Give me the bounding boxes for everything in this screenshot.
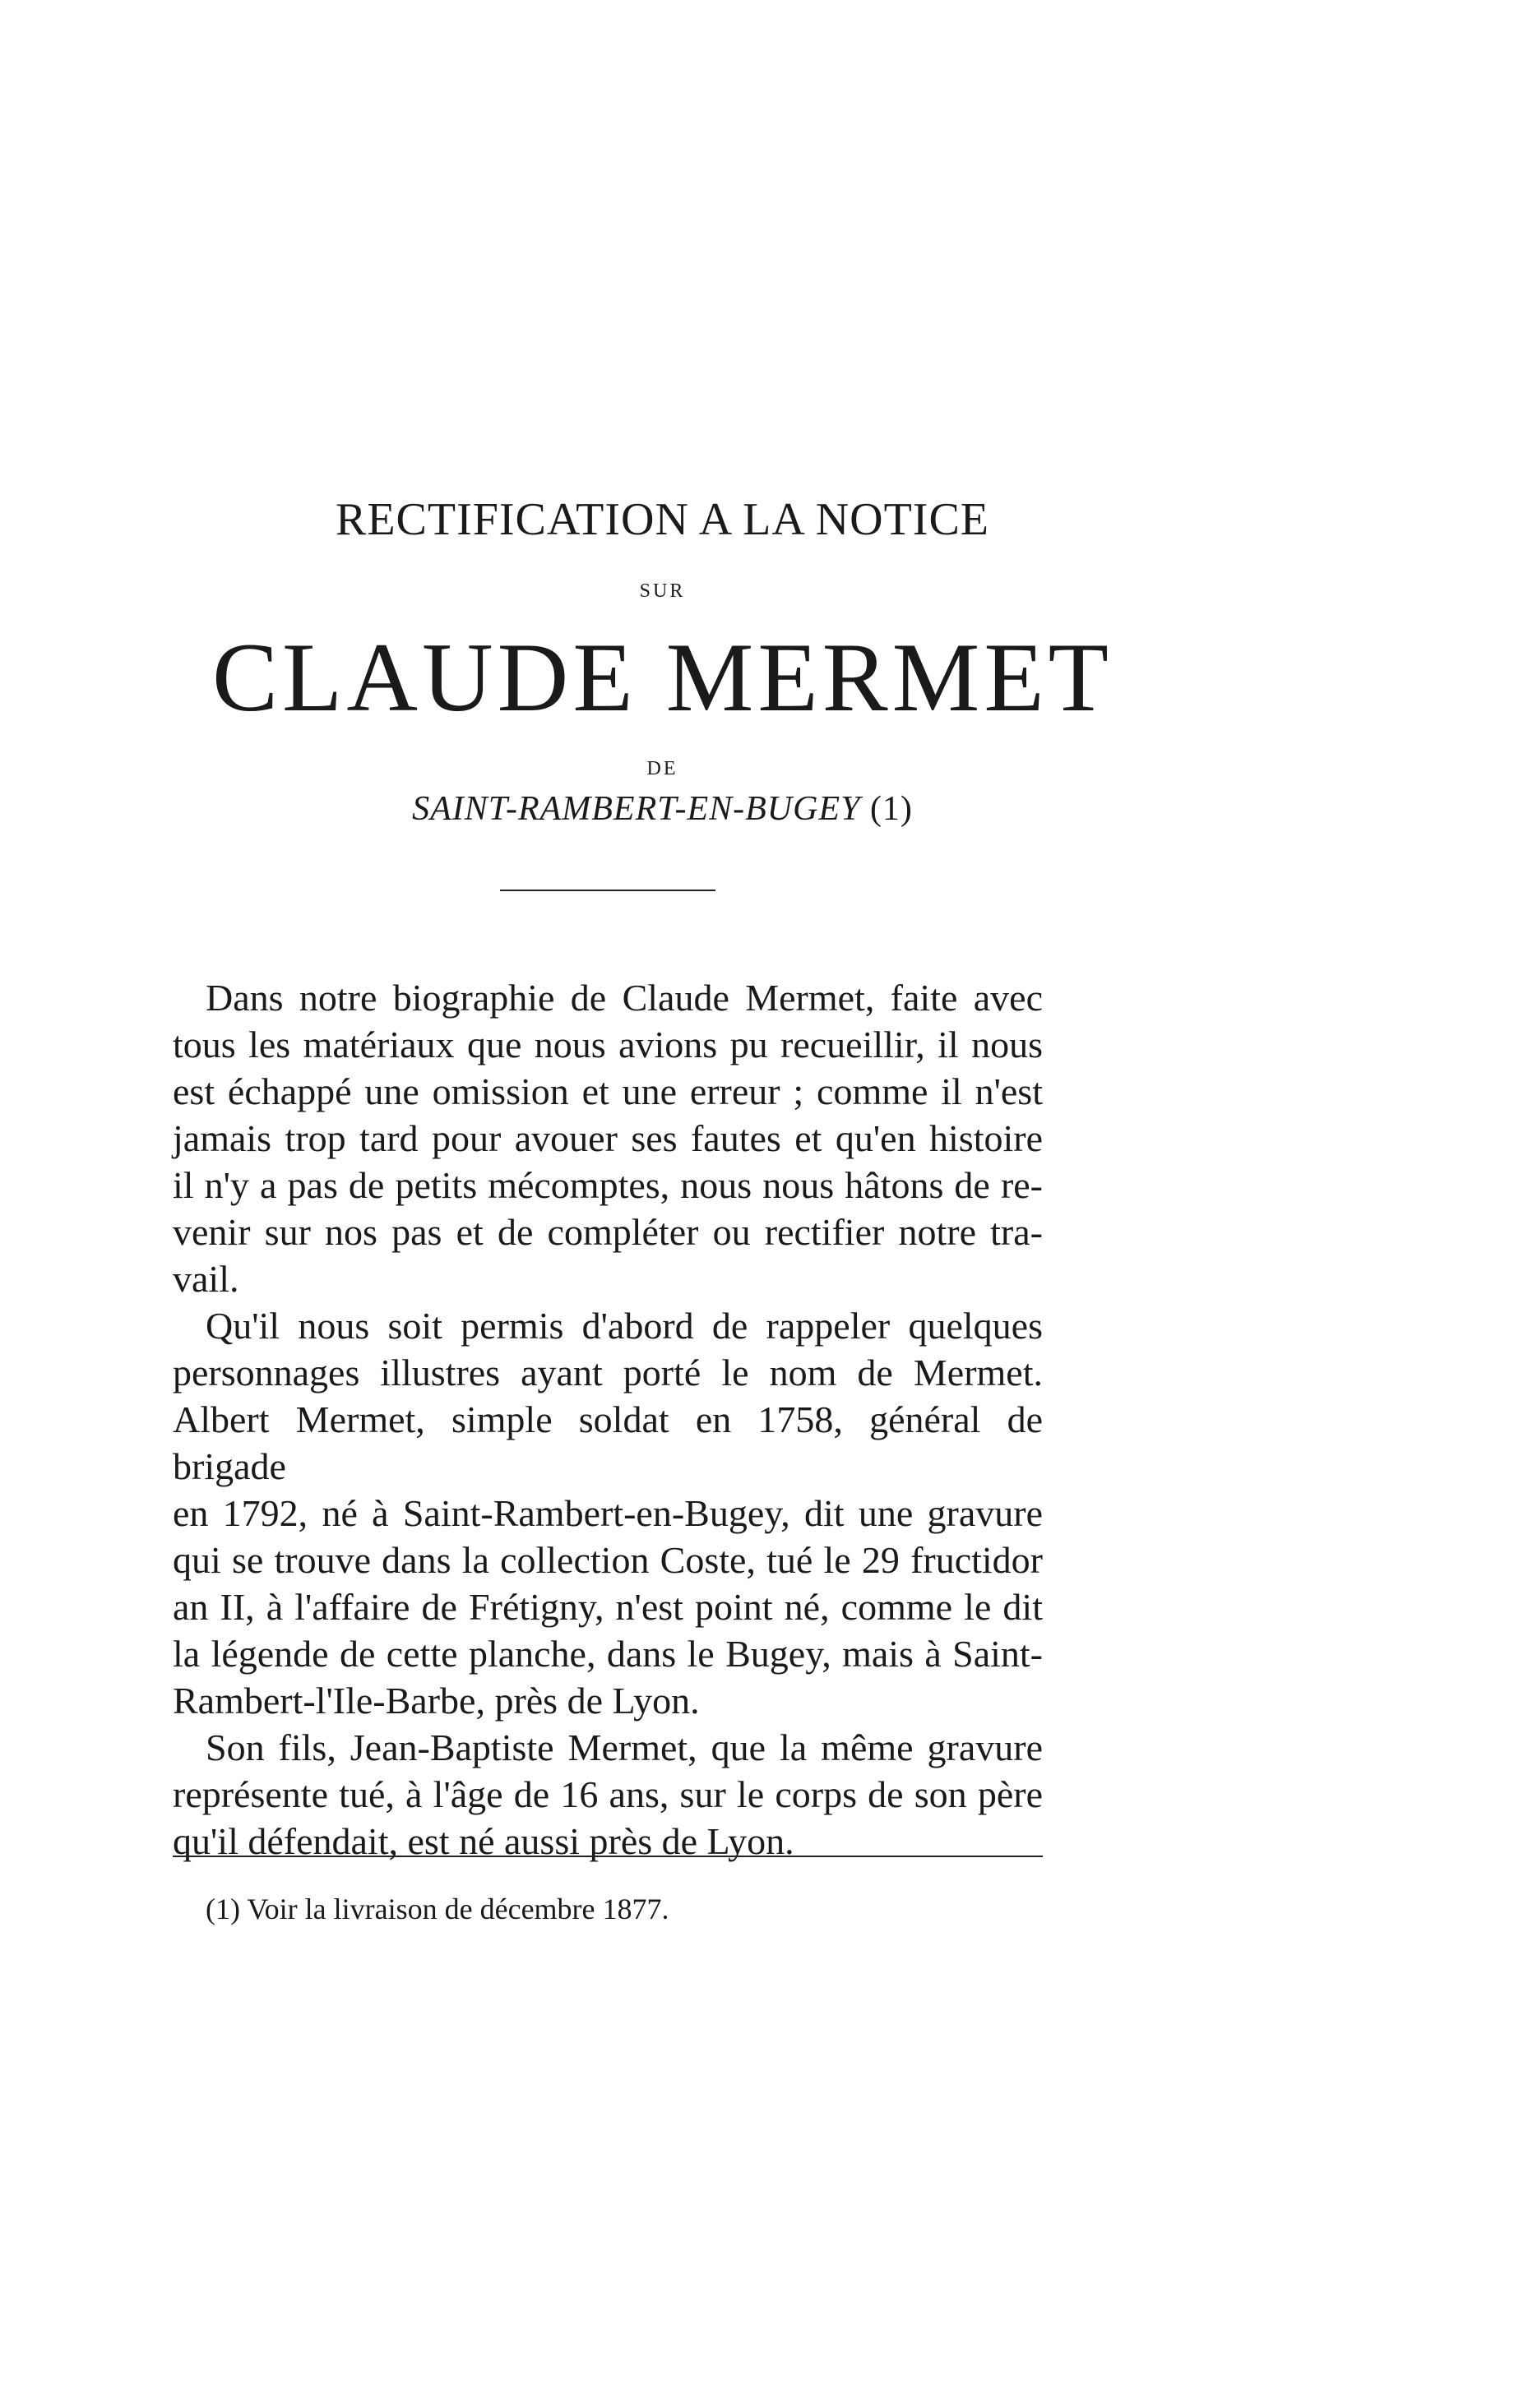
body-text xyxy=(173,974,1043,1865)
text-line: venir sur nos pas et de compléter ou rectifier notre tra- xyxy=(173,1211,1043,1253)
text-line: il n'y a pas de petits mécomptes, nous nous hâtons de re- xyxy=(173,1164,1043,1206)
text-line: vail. xyxy=(173,1258,239,1300)
paragraph-2 xyxy=(173,1302,1043,1724)
text-line: Son fils, Jean-Baptiste Mermet, que la même gravure xyxy=(206,1726,1043,1768)
text-line: Qu'il nous soit permis d'abord de rappeler quelques xyxy=(206,1305,1043,1347)
footnote: (1) Voir la livraison de décembre 1877. xyxy=(206,1893,669,1925)
text-line: la légende de cette planche, dans le Bugey, mais à Saint- xyxy=(173,1633,1043,1675)
de-label: DE xyxy=(646,758,678,779)
paragraph-3 xyxy=(173,1724,1043,1865)
text-line: qui se trouve dans la collection Coste, tué le 29 fructidor xyxy=(173,1539,1043,1581)
main-title: CLAUDE MERMET xyxy=(212,622,1113,732)
text-line: est échappé une omission et une erreur ; comme il n'est xyxy=(173,1070,1043,1112)
text-line: an II, à l'affaire de Frétigny, n'est point né, comme le dit xyxy=(173,1586,1043,1628)
text-line: en 1792, né à Saint-Rambert-en-Bugey, dit une gravure xyxy=(173,1492,1043,1534)
sur-label: SUR xyxy=(639,580,686,602)
place-name: SAINT-RAMBERT-EN-BUGEY xyxy=(412,790,861,828)
text-line: jamais trop tard pour avouer ses fautes et qu'en histoire xyxy=(173,1117,1043,1159)
text-line: personnages illustres ayant porté le nom de Mermet. xyxy=(173,1352,1043,1393)
paragraph-1 xyxy=(173,974,1043,1302)
place-subtitle xyxy=(0,789,1419,829)
text-line: Albert Mermet, simple soldat en 1758, général de brigade xyxy=(173,1398,1043,1487)
text-line: représente tué, à l'âge de 16 ans, sur le corps de son père xyxy=(173,1773,1043,1815)
title-divider xyxy=(500,890,715,891)
text-line: Dans notre biographie de Claude Mermet, faite avec xyxy=(206,977,1043,1019)
text-line: qu'il défendait, est né aussi près de Lyon. xyxy=(173,1820,794,1862)
place-note-ref: (1) xyxy=(869,790,913,828)
overtitle: RECTIFICATION A LA NOTICE xyxy=(336,494,989,545)
footnote-divider xyxy=(173,1856,1043,1857)
text-line: Rambert-l'Ile-Barbe, près de Lyon. xyxy=(173,1680,700,1722)
text-line: tous les matériaux que nous avions pu recueillir, il nous xyxy=(173,1024,1043,1065)
